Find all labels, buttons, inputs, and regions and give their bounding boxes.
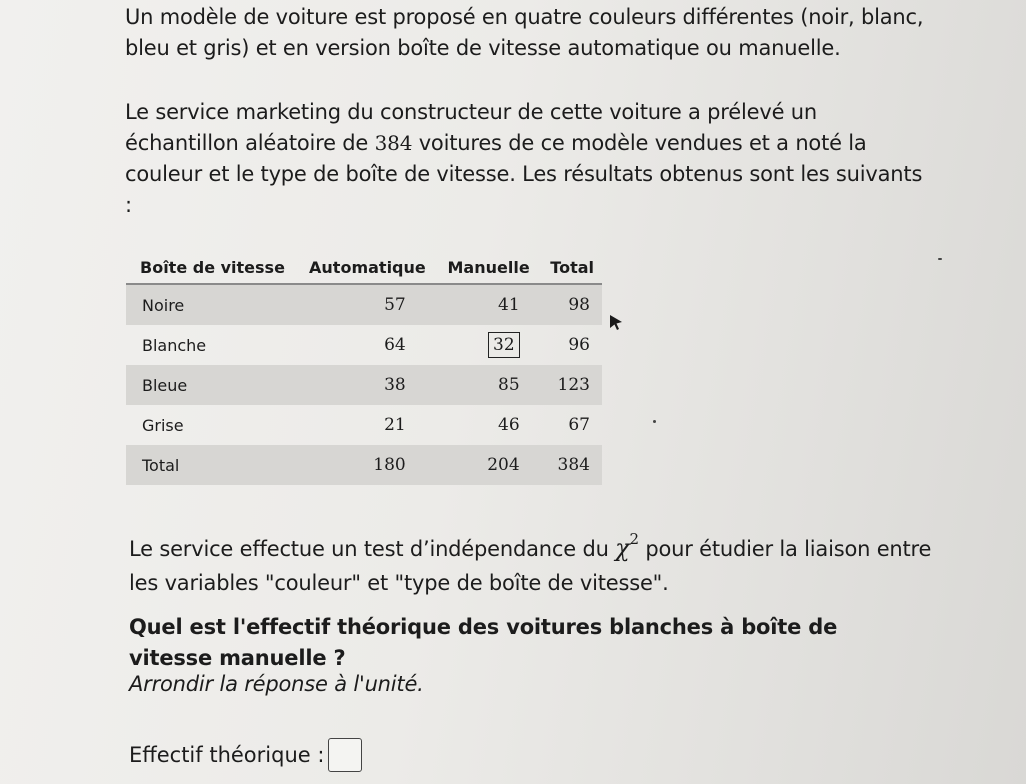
- table-header-row: [126, 251, 602, 284]
- header-total: Total: [538, 251, 602, 284]
- cell-manual: 204: [434, 445, 538, 485]
- cell-total: 384: [538, 445, 602, 485]
- row-label: Bleue: [126, 365, 293, 405]
- header-gearbox: Boîte de vitesse: [126, 251, 293, 284]
- row-label: Grise: [142, 415, 184, 435]
- dust-speck: [938, 258, 942, 260]
- intro-paragraph-2-end: voitures de ce modèle vendues et a noté la couleur et le type de boîte de vitesse. Les résultats obtenus sont les suivants :: [125, 131, 923, 217]
- contingency-table: [126, 251, 602, 485]
- table-row: [126, 284, 602, 325]
- row-label: Total: [126, 445, 293, 485]
- cell-automatic: 21: [384, 415, 406, 435]
- question-text: Quel est l'effectif théorique des voitures blanches à boîte de vitesse manuelle ?: [129, 615, 838, 670]
- cell-manual: 41: [434, 284, 538, 325]
- header-automatic: Automatique: [293, 251, 434, 284]
- row-label: Noire: [126, 284, 293, 325]
- answer-label: Effectif théorique :: [129, 743, 325, 767]
- table-row: [126, 405, 602, 445]
- highlighted-cell: 32: [488, 332, 520, 358]
- cell-automatic: 38: [293, 365, 434, 405]
- table-row: [126, 365, 602, 405]
- intro-paragraph-2-start: Le service marketing du constructeur de cette voiture a prélevé un échantillon aléatoire de: [125, 100, 817, 155]
- cell-total: 96: [568, 335, 590, 355]
- sample-size: 384: [374, 131, 413, 155]
- mouse-pointer-icon: [608, 314, 624, 332]
- cell-manual: [434, 325, 538, 365]
- cell-automatic: 64: [384, 335, 406, 355]
- chi-exponent: 2: [629, 530, 639, 548]
- test-paragraph: [129, 525, 959, 600]
- cell-automatic: 180: [293, 445, 434, 485]
- cell-manual: 85: [434, 365, 538, 405]
- answer-row: [129, 738, 362, 772]
- cell-automatic: 57: [293, 284, 434, 325]
- test-text-end: pour étudier la liaison entre les variables "couleur" et "type de boîte de vitesse".: [129, 537, 932, 595]
- table-row: [126, 325, 602, 365]
- dust-speck: [653, 420, 656, 423]
- chi-letter: χ: [615, 534, 630, 562]
- intro-paragraph-1: Un modèle de voiture est proposé en quatre couleurs différentes (noir, blanc, bleu et gris) et en version boîte de vitesse automatique ou manuelle.: [125, 5, 924, 60]
- table-row: [126, 445, 602, 485]
- rounding-instruction: Arrondir la réponse à l'unité.: [129, 672, 424, 696]
- header-manual: Manuelle: [434, 251, 538, 284]
- cell-total: 98: [538, 284, 602, 325]
- cell-total: 123: [538, 365, 602, 405]
- row-label: Blanche: [142, 335, 207, 355]
- answer-input[interactable]: [328, 738, 362, 772]
- intro-paragraph-2: [125, 97, 925, 221]
- cell-total: 67: [568, 415, 590, 435]
- chi-squared-symbol: [615, 530, 639, 562]
- cell-manual: 46: [498, 415, 520, 435]
- test-text-start: Le service effectue un test d’indépendance du: [129, 537, 616, 561]
